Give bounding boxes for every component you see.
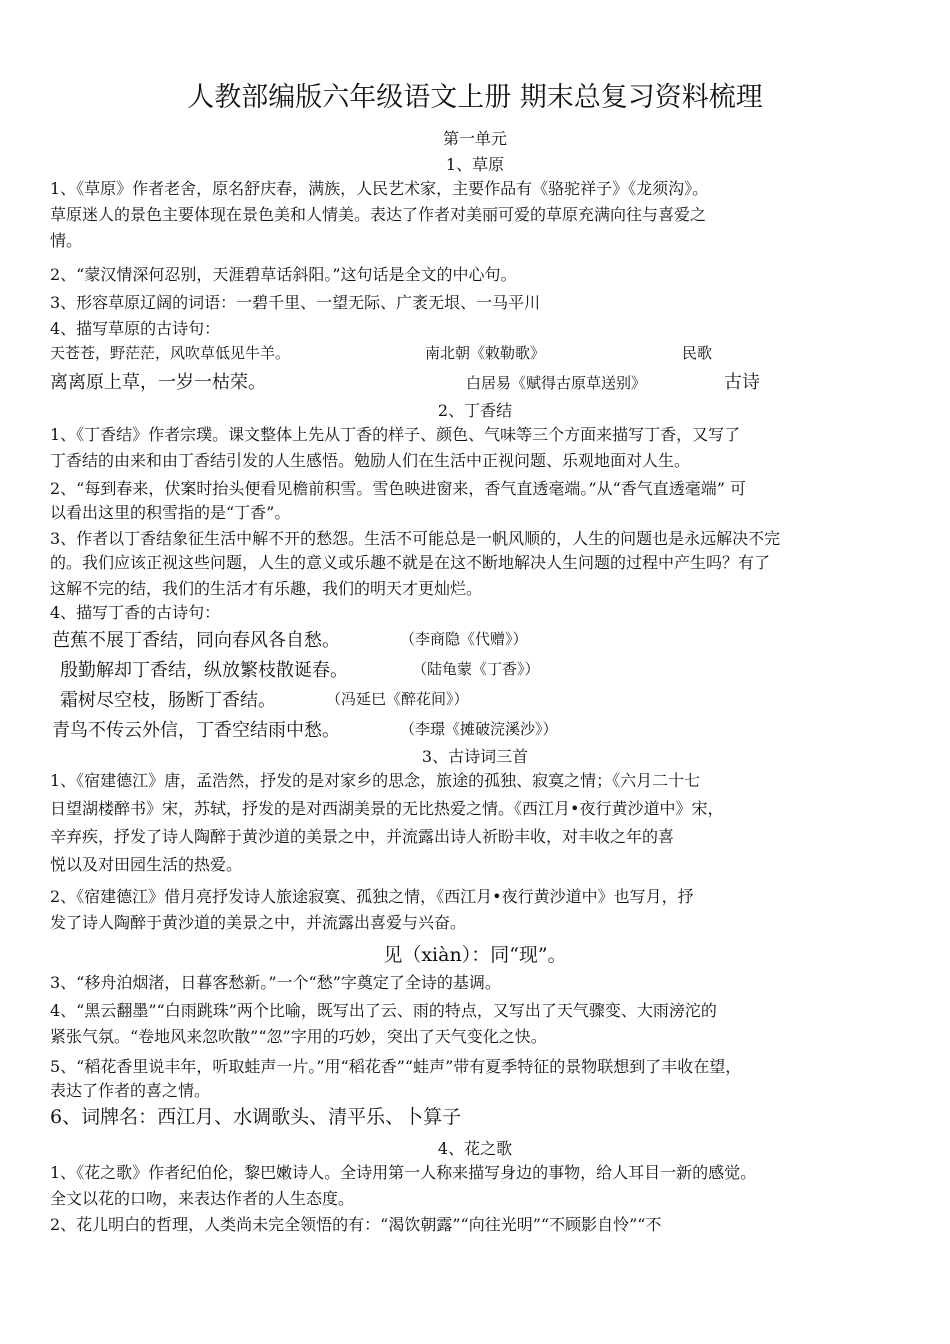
text-line: 这解不完的结，我们的生活才有乐趣，我们的明天才更灿烂。 xyxy=(50,579,483,598)
text-line: 悦以及对田园生活的热爱。 xyxy=(50,855,243,874)
poem-source: （冯延巳《醉花间》） xyxy=(326,690,469,708)
poem-line: 殷勤解却丁香结，纵放繁枝散诞春。 xyxy=(60,660,348,681)
text-line: 日望湖楼醉书》宋，苏轼，抒发的是对西湖美景的无比热爱之情。《西江月•夜行黄沙道中》宋， xyxy=(50,799,724,818)
text-line: 辛弃疾，抒发了诗人陶醉于黄沙道的美景之中，并流露出诗人祈盼丰收，对丰收之年的喜 xyxy=(50,827,675,846)
unit-heading: 第一单元 xyxy=(442,129,507,148)
poem-line: 天苍苍，野茫茫，风吹草低见牛羊。 xyxy=(50,344,291,362)
text-line: 3、“移舟泊烟渚，日暮客愁新。”一个“愁”字奠定了全诗的基调。 xyxy=(50,973,501,992)
text-line: 4、描写丁香的古诗句： xyxy=(50,603,221,622)
poem-source: （李商隐《代赠》） xyxy=(400,630,528,648)
text-line: 草原迷人的景色主要体现在景色美和人情美。表达了作者对美丽可爱的草原充满向往与喜爱之 xyxy=(50,205,707,224)
poem-type: 民歌 xyxy=(682,344,713,362)
text-line: 2、“蒙汉情深何忍别，天涯碧草话斜阳。”这句话是全文的中心句。 xyxy=(50,265,517,284)
text-line: 3、形容草原辽阔的词语：一碧千里、一望无际、广袤无垠、一马平川 xyxy=(50,293,541,312)
poem-type: 古诗 xyxy=(724,372,760,393)
text-line: 以看出这里的积雪指的是“丁香”。 xyxy=(50,503,291,522)
poem-line: 青鸟不传云外信，丁香空结雨中愁。 xyxy=(52,720,340,741)
poem-line: 芭蕉不展丁香结，同向春风各自愁。 xyxy=(52,630,340,651)
poem-source: 南北朝《敕勒歌》 xyxy=(425,344,546,362)
poem-line: 离离原上草，一岁一枯荣。 xyxy=(50,372,266,393)
text-line: 4、描写草原的古诗句： xyxy=(50,319,221,338)
text-line: 发了诗人陶醉于黄沙道的美景之中，并流露出喜爱与兴奋。 xyxy=(50,913,467,932)
section-heading-huazhige: 4、花之歌 xyxy=(437,1139,513,1158)
text-line: 表达了作者的喜之情。 xyxy=(50,1081,211,1100)
section-heading-dingxiangjie: 2、丁香结 xyxy=(437,401,513,420)
poem-line: 霜树尽空枝，肠断丁香结。 xyxy=(60,690,276,711)
text-line: 3、作者以丁香结象征生活中解不开的愁怨。生活不可能总是一帆风顺的，人生的问题也是永远解决不完 xyxy=(50,529,781,548)
section-heading-gushici: 3、古诗词三首 xyxy=(421,747,529,766)
text-line: 情。 xyxy=(50,231,83,250)
text-line: 2、“每到春来，伏案时抬头便看见檐前积雪。雪色映进窗来，香气直透毫端。”从“香气直透毫端” 可 xyxy=(50,479,746,498)
text-line: 1、《宿建德江》唐，孟浩然，抒发的是对家乡的思念，旅途的孤独、寂寞之情；《六月二十七 xyxy=(50,771,701,790)
text-line: 6、词牌名：西江月、水调歌头、清平乐、卜算子 xyxy=(50,1106,462,1128)
text-line: 2、花儿明白的哲理，人类尚未完全领悟的有：“渴饮朝露”“向往光明”“不顾影自怜”“不 xyxy=(50,1215,662,1234)
text-line: 1、《草原》作者老舍，原名舒庆春，满族，人民艺术家，主要作品有《骆驼祥子》《龙须沟》。 xyxy=(50,179,709,198)
poem-source: 白居易《赋得古原草送别》 xyxy=(466,374,647,392)
text-line: 紧张气氛。“卷地风来忽吹散”“忽”字用的巧妙，突出了天气变化之快。 xyxy=(50,1027,547,1046)
text-line: 1、《花之歌》作者纪伯伦，黎巴嫩诗人。全诗用第一人称来描写身边的事物，给人耳目一新的感觉。 xyxy=(50,1163,757,1182)
text-line: 全文以花的口吻，来表达作者的人生态度。 xyxy=(50,1189,355,1208)
text-line: 1、《丁香结》作者宗璞。课文整体上先从丁香的样子、颜色、气味等三个方面来描写丁香，又写了 xyxy=(50,425,741,444)
pronunciation-note: 见（xiàn）：同“现”。 xyxy=(383,944,567,966)
poem-source: （李璟《摊破浣溪沙》） xyxy=(400,720,558,738)
poem-source: （陆龟蒙《丁香》） xyxy=(412,660,540,678)
text-line: 5、“稻花香里说丰年，听取蛙声一片。”用“稻花香”“蛙声”带有夏季特征的景物联想到了丰收在望， xyxy=(50,1057,742,1076)
text-line: 丁香结的由来和由丁香结引发的人生感悟。勉励人们在生活中正视问题、乐观地面对人生。 xyxy=(50,451,691,470)
text-line: 2、《宿建德江》借月亮抒发诗人旅途寂寞、孤独之情，《西江月•夜行黄沙道中》也写月，抒 xyxy=(50,887,694,906)
section-heading-caoyuan: 1、草原 xyxy=(445,155,505,174)
text-line: 4、“黑云翻墨”“白雨跳珠”两个比喻，既写出了云、雨的特点，又写出了天气骤变、大雨滂沱的 xyxy=(50,1001,717,1020)
document-title: 人教部编版六年级语文上册 期末总复习资料梳理 xyxy=(187,82,763,113)
text-line: 的。我们应该正视这些问题，人生的意义或乐趣不就是在这不断地解决人生问题的过程中产生吗？有了 xyxy=(50,553,771,572)
